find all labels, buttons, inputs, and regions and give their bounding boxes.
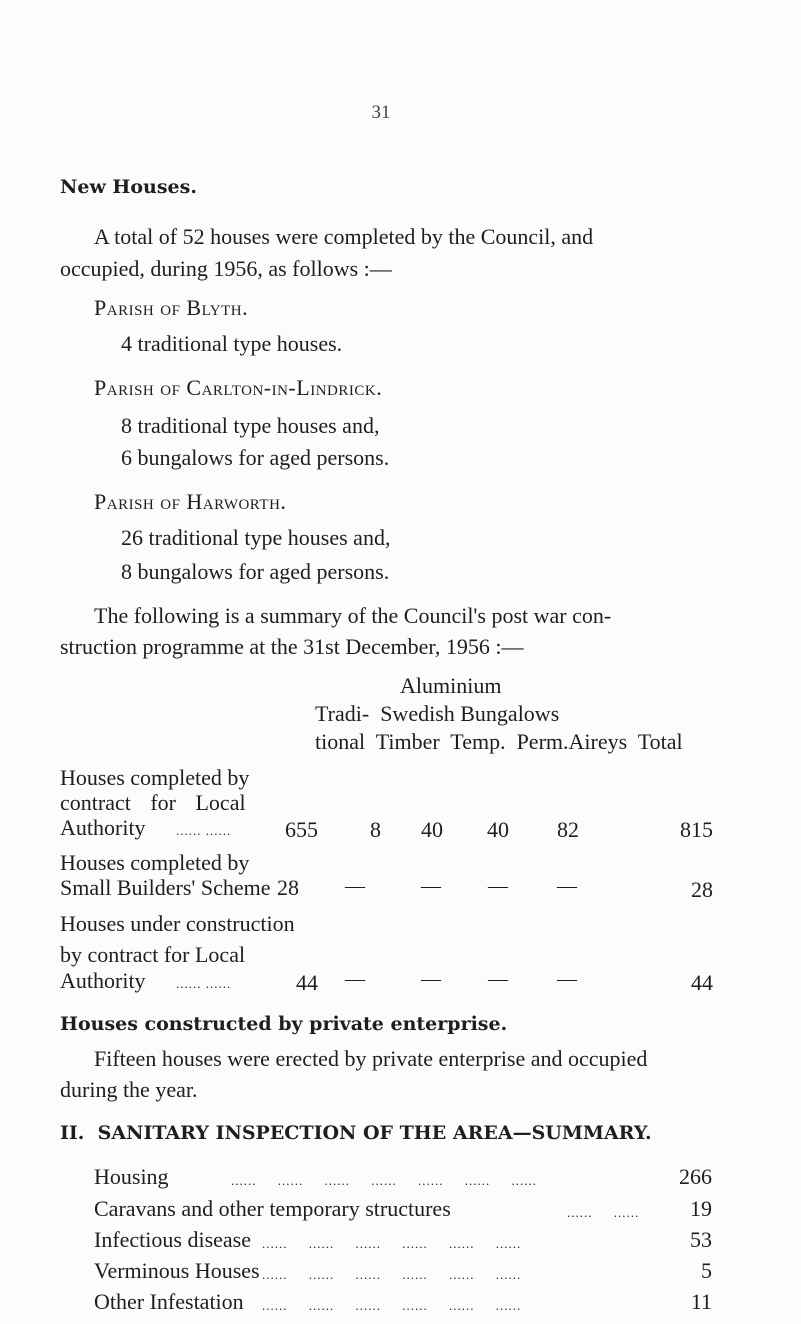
table-cell-temp: — xyxy=(421,875,441,897)
table-cell-total: 815 xyxy=(680,817,713,842)
table-row-label: by contract for Local xyxy=(60,942,246,967)
intro-line-1: A total of 52 houses were completed by the Council, and xyxy=(94,224,594,249)
table-cell-aireys: 82 xyxy=(557,817,579,842)
table-cell-swedish-timber: — xyxy=(345,875,365,897)
table-cell-temp: 40 xyxy=(421,817,443,842)
sanitary-heading: II. SANITARY INSPECTION OF THE AREA—SUMMARY. xyxy=(60,1122,652,1144)
intro-line-2: occupied, during 1956, as follows :— xyxy=(60,256,392,281)
table-header-line-1: Aluminium xyxy=(400,673,502,698)
summary-line-1: The following is a summary of the Council's post war con- xyxy=(94,603,612,628)
summary-row-label: Verminous Houses xyxy=(94,1258,260,1283)
parish-prefix: Parish of xyxy=(94,375,181,400)
summary-row-label: Housing xyxy=(94,1164,169,1189)
parish-item: 4 traditional type houses. xyxy=(121,331,343,356)
table-row-label: Houses completed by xyxy=(60,850,250,875)
table-cell-traditional: 28 xyxy=(277,875,299,900)
table-cell-perm: 40 xyxy=(487,817,509,842)
summary-row-label: Infectious disease xyxy=(94,1227,251,1252)
parish-item: 6 bungalows for aged persons. xyxy=(121,445,390,470)
parish-harworth-heading xyxy=(94,489,286,515)
summary-row-value: 266 xyxy=(679,1164,712,1189)
parish-prefix: Parish of xyxy=(94,295,181,320)
table-cell-total: 44 xyxy=(691,970,713,995)
new-houses-heading: New Houses. xyxy=(60,176,197,198)
leader-dots: ...... ...... ...... ...... ...... ...... xyxy=(262,1236,522,1251)
leader-dots: ...... ...... ...... ...... ...... ...... xyxy=(262,1298,522,1313)
table-cell-traditional: 44 xyxy=(296,970,318,995)
summary-row-label: Other Infestation xyxy=(94,1289,244,1314)
summary-row-value: 5 xyxy=(701,1258,712,1283)
table-row-label: Authority xyxy=(60,815,146,840)
leader-dots: ...... ...... ...... ...... ...... ...... xyxy=(262,1267,522,1282)
parish-name: Carlton-in-Lindrick. xyxy=(186,375,383,400)
table-row-label: contract for Local xyxy=(60,790,246,815)
parish-prefix: Parish of xyxy=(94,489,181,514)
page-number: 31 xyxy=(371,102,391,123)
summary-row-value: 19 xyxy=(690,1196,712,1221)
private-enterprise-line-2: during the year. xyxy=(60,1077,198,1102)
table-row-label: Houses completed by xyxy=(60,765,250,790)
leader-dots: ...... ...... ...... ...... ...... ...... ...... xyxy=(231,1173,537,1188)
table-cell-perm: — xyxy=(488,875,508,897)
leader-dots: ...... ...... xyxy=(176,976,232,991)
parish-carlton-heading xyxy=(94,375,382,401)
summary-line-2: struction programme at the 31st December, 1956 :— xyxy=(60,634,524,659)
leader-dots: ...... ...... xyxy=(176,823,232,838)
table-cell-aireys: — xyxy=(557,968,577,990)
private-enterprise-heading: Houses constructed by private enterprise. xyxy=(60,1013,508,1035)
private-enterprise-line-1: Fifteen houses were erected by private enterprise and occupied xyxy=(94,1046,648,1071)
table-cell-aireys: — xyxy=(557,875,577,897)
parish-name: Harworth. xyxy=(186,489,287,514)
summary-row-label: Caravans and other temporary structures xyxy=(94,1196,451,1221)
table-cell-traditional: 655 xyxy=(285,817,318,842)
table-cell-temp: — xyxy=(421,968,441,990)
summary-row-value: 53 xyxy=(690,1227,712,1252)
table-cell-swedish-timber: — xyxy=(345,968,365,990)
table-cell-total: 28 xyxy=(691,877,713,902)
parish-blyth-heading xyxy=(94,295,248,321)
summary-row-value: 11 xyxy=(690,1289,712,1314)
table-row-label: Authority xyxy=(60,968,146,993)
table-header-line-3: tional Timber Temp. Perm.Aireys Total xyxy=(315,729,683,754)
parish-item: 8 traditional type houses and, xyxy=(121,413,380,438)
table-cell-swedish-timber: 8 xyxy=(370,817,381,842)
table-row-label: Houses under construction xyxy=(60,911,295,936)
table-cell-perm: — xyxy=(488,968,508,990)
parish-item: 8 bungalows for aged persons. xyxy=(121,559,390,584)
parish-item: 26 traditional type houses and, xyxy=(121,525,391,550)
table-header-line-2: Tradi- Swedish Bungalows xyxy=(315,701,560,726)
leader-dots: ...... ...... xyxy=(567,1205,640,1220)
parish-name: Blyth. xyxy=(186,295,249,320)
table-row-label: Small Builders' Scheme xyxy=(60,875,271,900)
